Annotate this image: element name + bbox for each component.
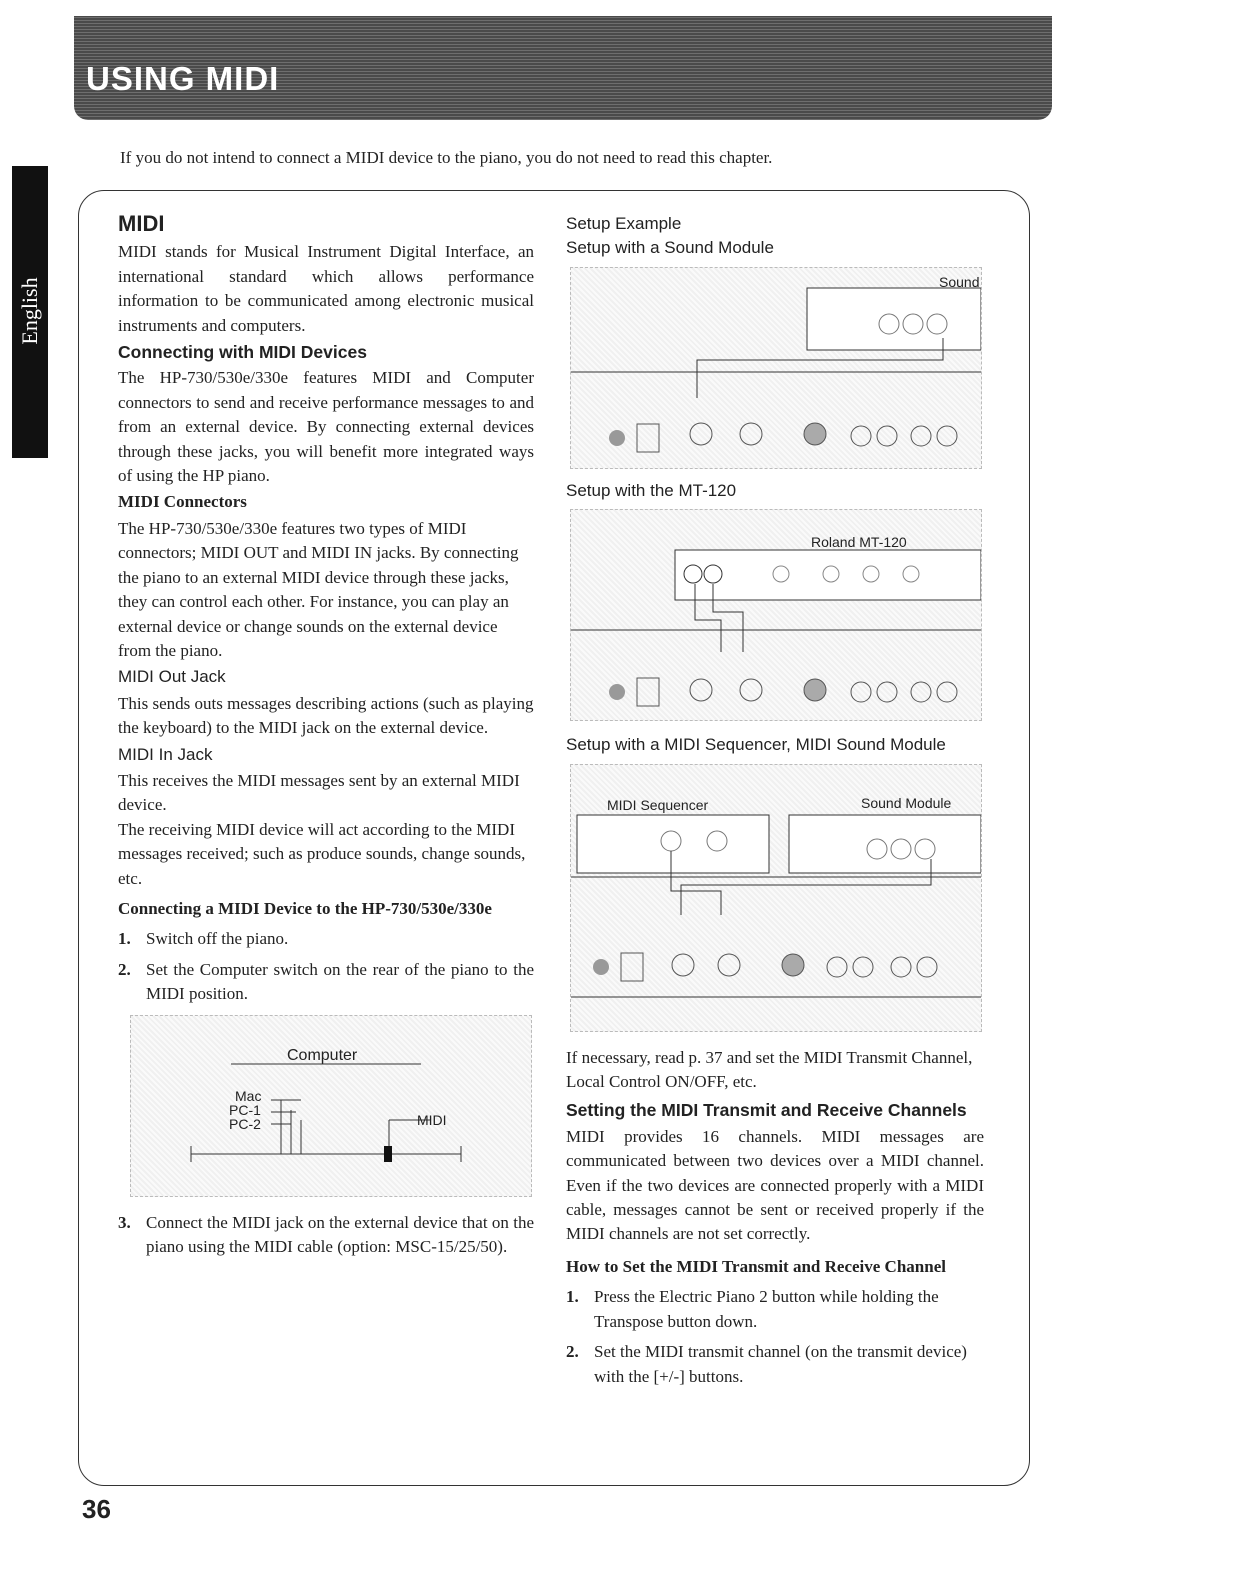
language-tab (12, 166, 48, 458)
setup1-figure (570, 267, 982, 469)
left-step-3 (118, 1211, 534, 1260)
setup3-label-sequencer: MIDI Sequencer (607, 796, 709, 813)
howto-heading: How to Set the MIDI Transmit and Receive Channel (566, 1256, 946, 1276)
step-number: 1. (118, 929, 131, 949)
language-tab-label: English (17, 277, 42, 345)
page-number: 36 (82, 1494, 111, 1524)
computer-switch-figure (130, 1015, 532, 1197)
setup3-figure (570, 764, 982, 1032)
left-column (118, 212, 534, 1263)
out-jack-heading: MIDI Out Jack (118, 667, 226, 687)
left-step-1 (118, 927, 534, 951)
setup1-diagram (571, 268, 981, 468)
right-column (566, 212, 984, 1393)
out-jack-paragraph: This sends outs messages describing actions (such as playing the keyboard) to the MIDI jack on the external device. (118, 693, 534, 738)
step-text: Press the Electric Piano 2 button while holding the Transpose button down. (594, 1287, 939, 1331)
chapter-banner (74, 16, 1052, 120)
device-heading: Connecting a MIDI Device to the HP-730/530e/330e (118, 898, 492, 918)
connecting-paragraph: The HP-730/530e/330e features MIDI and Computer connectors to send and receive performance messages to and from an external device. By connecting external devices through these jacks, you will benefit more integrated ways of using the HP piano. (118, 368, 534, 486)
channels-heading: Setting the MIDI Transmit and Receive Channels (566, 1100, 967, 1121)
setup2-title: Setup with the MT-120 (566, 480, 737, 500)
in-jack-paragraph-2: The receiving MIDI device will act according to the MIDI messages received; such as produce sounds, change sounds, etc. (118, 819, 526, 888)
in-jack-paragraph: This receives the MIDI messages sent by an external MIDI device. (118, 770, 520, 815)
intro-text: If you do not intend to connect a MIDI device to the piano, you do not need to read this chapter. (120, 148, 773, 167)
step-number: 1. (566, 1287, 579, 1307)
step-text: Connect the MIDI jack on the external device that on the piano using the MIDI cable (option: MSC-15/25/50). (146, 1212, 534, 1256)
after-setup-paragraph: If necessary, read p. 37 and set the MIDI Transmit Channel, Local Control ON/OFF, etc. (566, 1047, 973, 1092)
step-text: Switch off the piano. (146, 929, 289, 949)
computer-switch-diagram (131, 1016, 531, 1196)
in-jack-heading: MIDI In Jack (118, 744, 213, 764)
step-number: 3. (118, 1212, 131, 1232)
setup-example-title: Setup Example (566, 214, 682, 233)
right-step-1 (566, 1285, 984, 1334)
channels-paragraph: MIDI provides 16 channels. MIDI messages are communicated between two devices over a MIDI channel. Even if the two devices are connected properly with a MIDI cable, messages cannot be sent or received properly if the MIDI channels are not set correctly. (566, 1126, 984, 1244)
step-number: 2. (566, 1342, 579, 1362)
step-number: 2. (118, 959, 131, 979)
step-text: Set the MIDI transmit channel (on the transmit device) with the [+/-] buttons. (594, 1342, 967, 1386)
connecting-heading: Connecting with MIDI Devices (118, 342, 367, 363)
setup1-label-sound: Sound (939, 273, 980, 290)
setup2-figure (570, 509, 982, 721)
midi-paragraph: MIDI stands for Musical Instrument Digital Interface, an international standard which allows performance information to be communicated among electronic musical instruments and computers. (118, 242, 534, 335)
setup2-label-mt120: Roland MT-120 (811, 534, 907, 551)
left-step-2 (118, 958, 534, 1007)
switch-label-mac: Mac (235, 1087, 262, 1104)
switch-label-computer: Computer (287, 1046, 358, 1064)
chapter-title: USING MIDI (86, 60, 280, 97)
switch-label-pc1: PC-1 (229, 1101, 261, 1118)
connectors-heading: MIDI Connectors (118, 492, 247, 512)
connectors-paragraph: The HP-730/530e/330e features two types of MIDI connectors; MIDI OUT and MIDI IN jacks. By connecting the piano to an external MIDI device through these jacks, they can control each other. For instance, you can play an external device or change sounds on the external device from the piano. (118, 518, 519, 660)
setup3-label-sound-module: Sound Module (861, 794, 952, 811)
step-text: Set the Computer switch on the rear of the piano to the MIDI position. (146, 959, 534, 1004)
right-step-2 (566, 1340, 984, 1389)
setup1-title: Setup with a Sound Module (566, 238, 774, 258)
switch-label-midi: MIDI (417, 1111, 447, 1128)
setup2-diagram (571, 510, 981, 720)
switch-label-pc2: PC-2 (229, 1115, 261, 1132)
setup3-title: Setup with a MIDI Sequencer, MIDI Sound Module (566, 735, 946, 755)
section-title-midi: MIDI (118, 211, 165, 236)
